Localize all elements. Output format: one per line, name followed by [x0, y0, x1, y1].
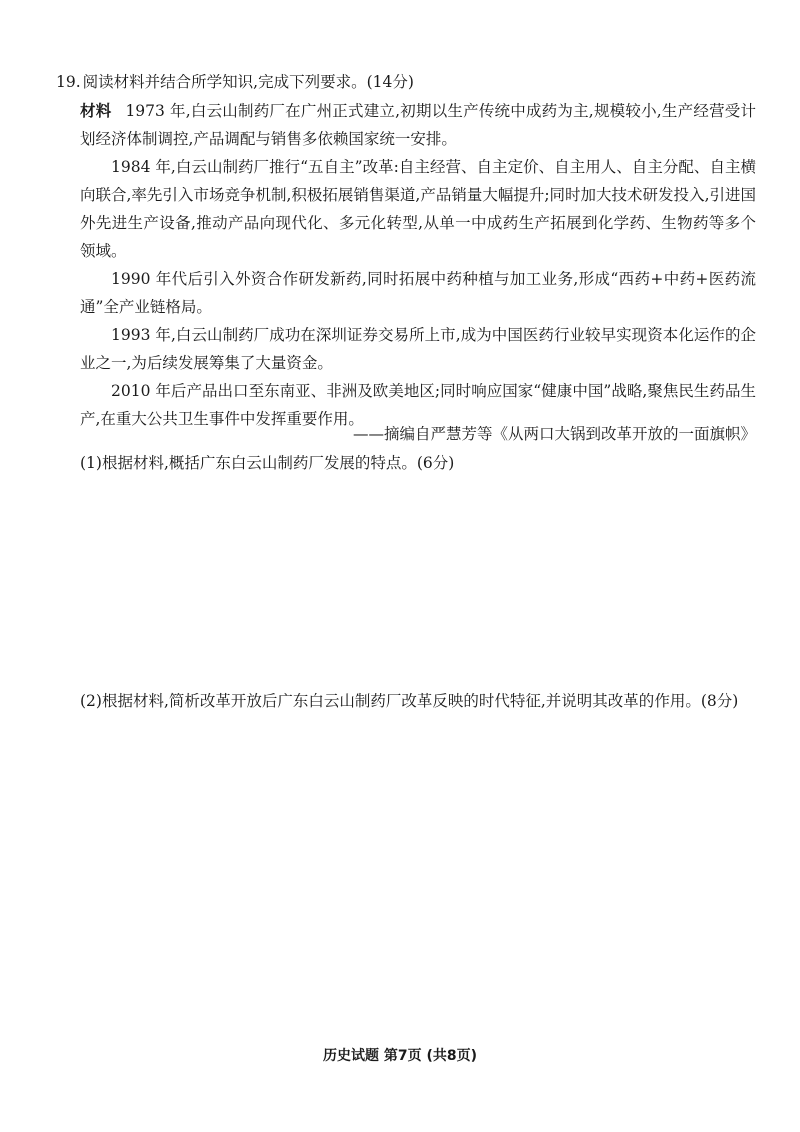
material-paragraph: 1984 年,白云山制药厂推行“五自主”改革:自主经营、自主定价、自主用人、自主分配、自主横向联合,率先引入市场竞争机制,积极拓展销售渠道,产品销量大幅提升;同时加大技术研发投入,引进国外先进生产设备,推动产品向现代化、多元化转型,从单一中成药生产拓展到化学药、生物药等多个领域。	[80, 158, 756, 260]
material-paragraph: 材料 1973 年,白云山制药厂在广州正式建立,初期以生产传统中成药为主,规模较小,生产经营受计划经济体制调控,产品调配与销售多依赖国家统一安排。	[80, 101, 756, 148]
material-paragraph: 1990 年代后引入外资合作研发新药,同时拓展中药种植与加工业务,形成“西药+中药+医药流通”全产业链格局。	[80, 270, 756, 316]
material-paragraph: 2010 年后产品出口至东南亚、非洲及欧美地区;同时响应国家“健康中国”战略,聚焦民生药品生产,在重大公共卫生事件中发挥重要作用。	[80, 382, 756, 428]
answer-area-2[interactable]	[80, 748, 756, 1038]
material-source: ——摘编自严慧芳等《从两口大锅到改革开放的一面旗帜》	[352, 425, 756, 443]
sub-question-2: (2)根据材料,简析改革开放后广东白云山制药厂改革反映的时代特征,并说明其改革的作用。(8分)	[80, 692, 739, 710]
material-label: 材料	[80, 101, 112, 120]
question-header	[56, 67, 756, 97]
question-number: 19.	[56, 73, 81, 91]
material-block	[80, 97, 756, 433]
sub-question-1: (1)根据材料,概括广东白云山制药厂发展的特点。(6分)	[80, 454, 455, 472]
material-paragraph: 1993 年,白云山制药厂成功在深圳证券交易所上市,成为中国医药行业较早实现资本化运作的企业之一,为后续发展筹集了大量资金。	[80, 326, 756, 372]
page-footer: 历史试题 第7页 (共8页)	[322, 1048, 478, 1064]
question-prompt: 阅读材料并结合所学知识,完成下列要求。(14分)	[82, 73, 414, 91]
answer-area-1[interactable]	[80, 480, 756, 680]
